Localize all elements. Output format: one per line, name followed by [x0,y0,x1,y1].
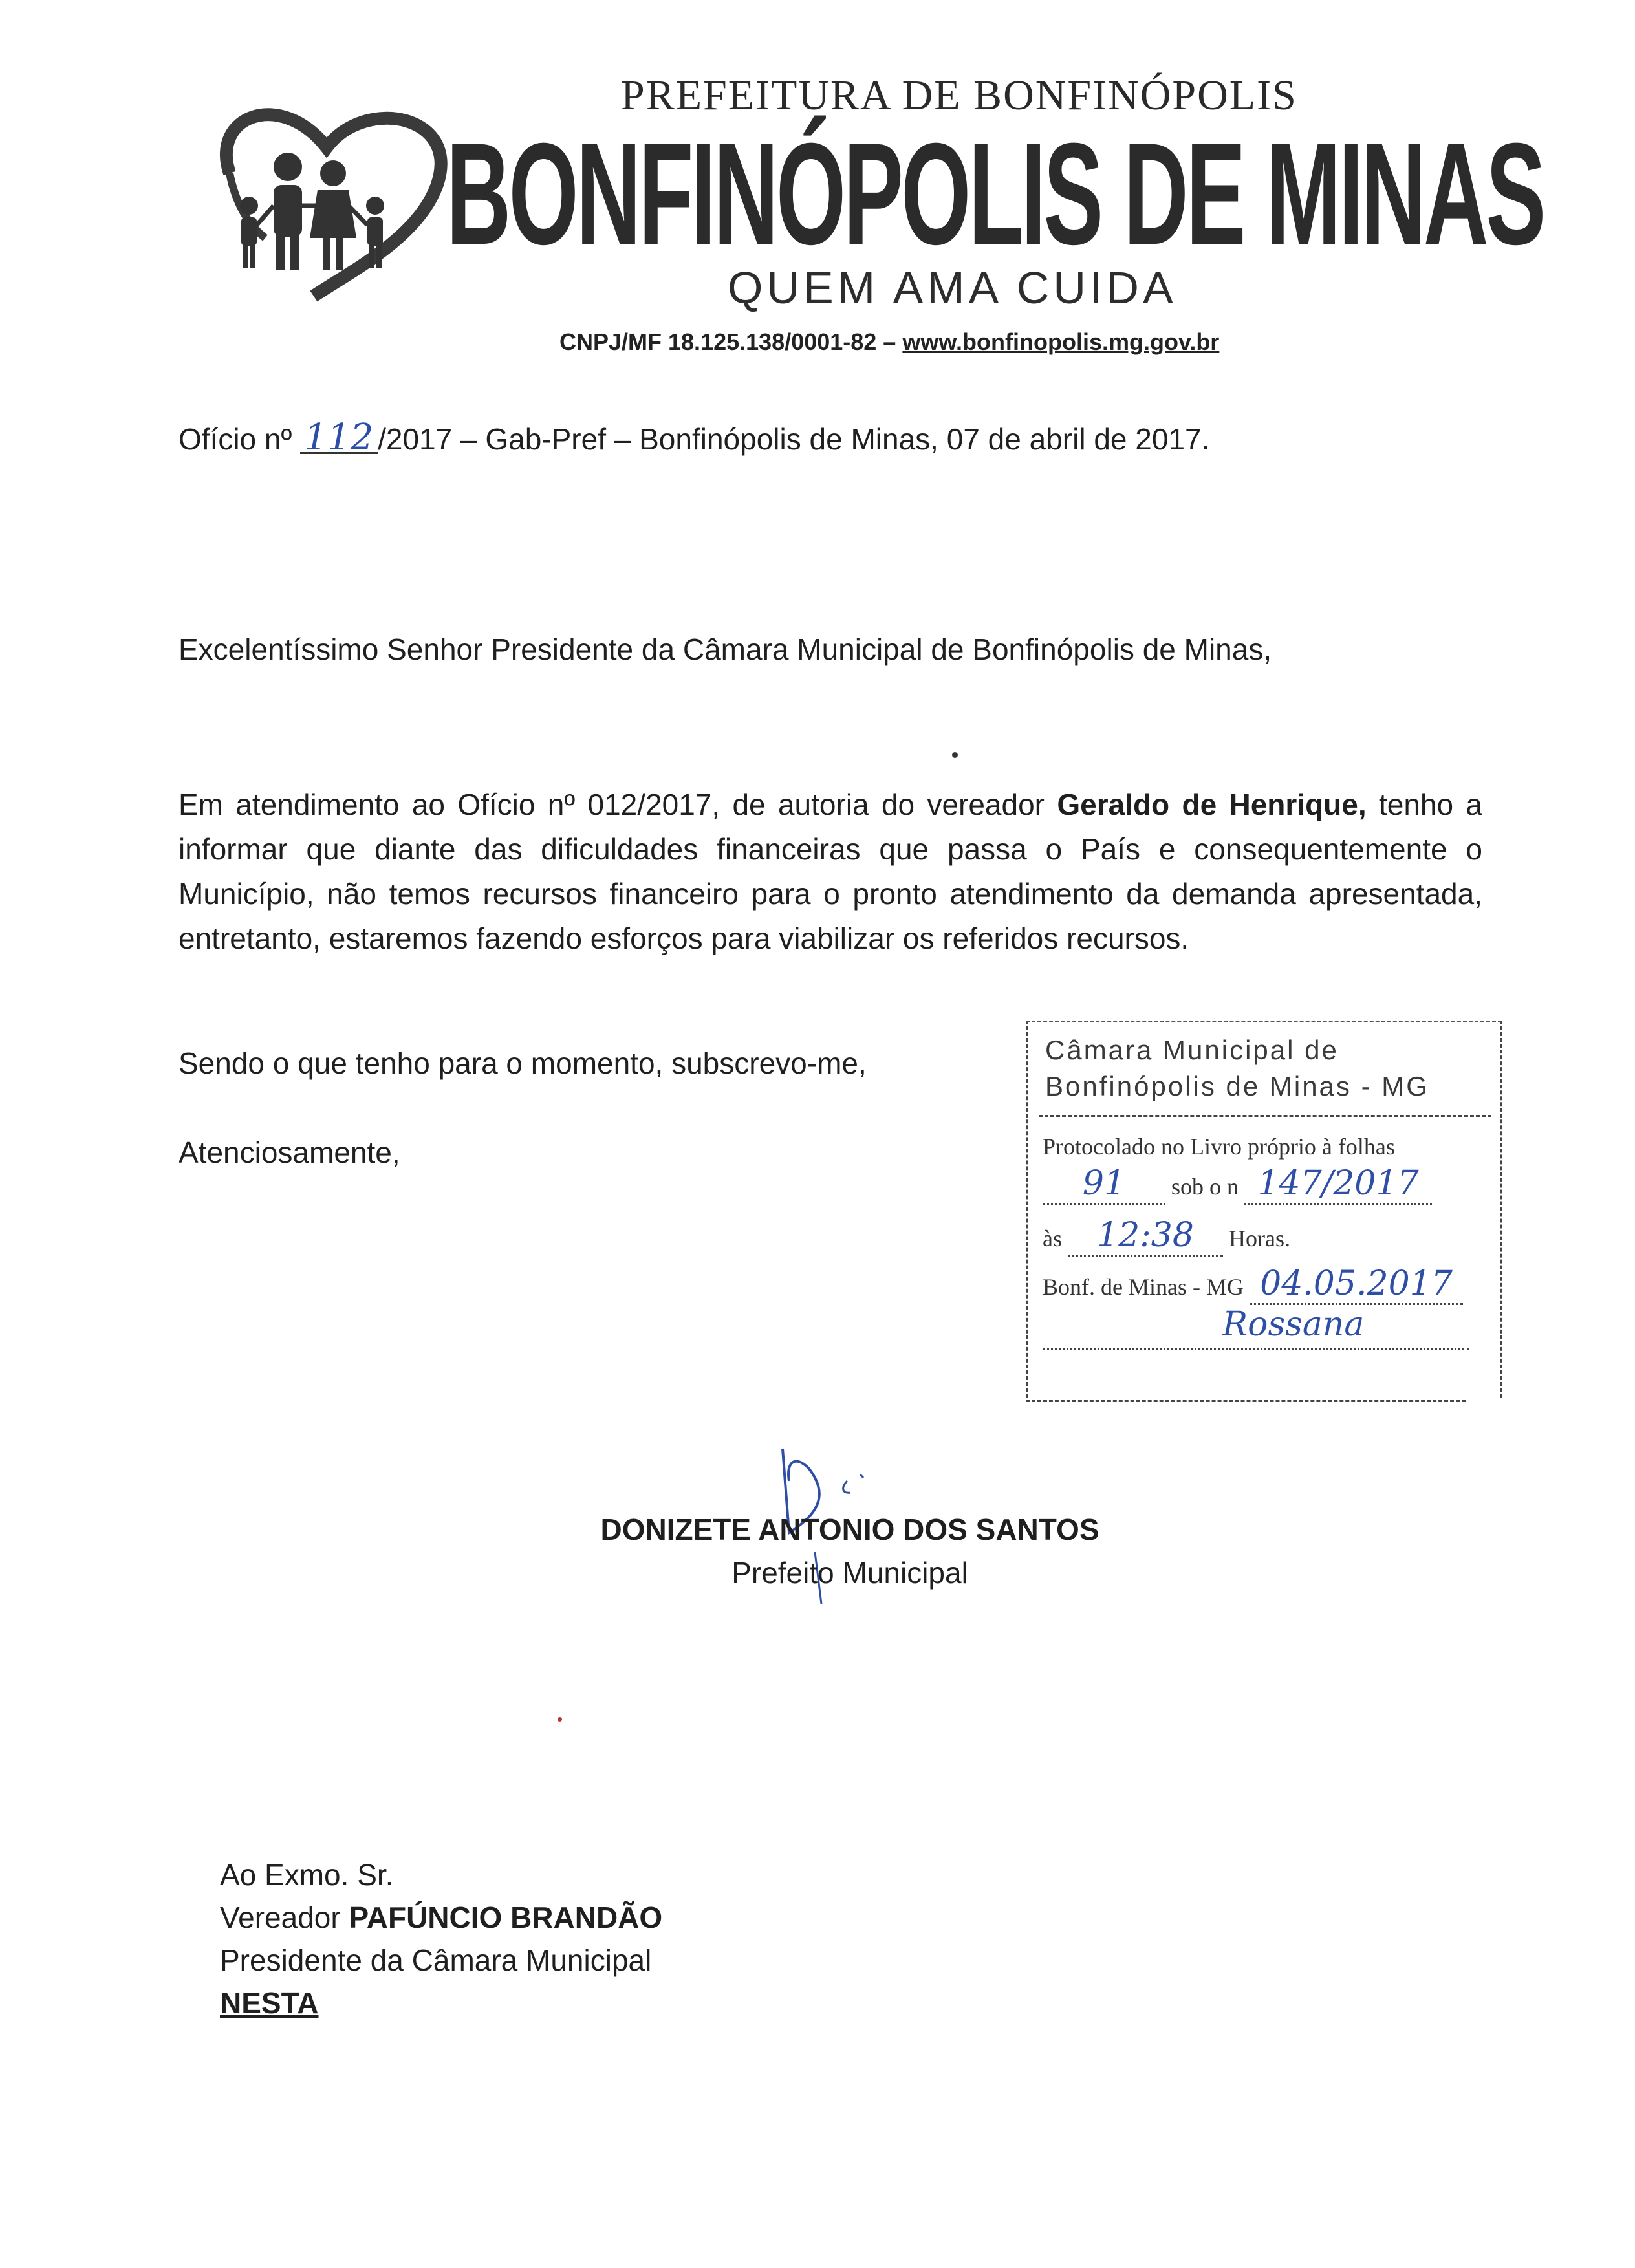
stamp-protocol-line: Protocolado no Livro próprio à folhas [1043,1134,1395,1160]
stamp-date: 04.05.2017 [1250,1264,1463,1305]
oficio-suffix: /2017 – Gab-Pref – Bonfinópolis de Minas, 07 de abril de 2017. [378,422,1210,456]
stamp-number-line [1043,1164,1432,1205]
paragraph-body: tenho a informar que diante das dificuldades financeiras que passa o País e consequentemente o Município, não temos recursos financeiro para o pronto atendimento da demanda apresentada, entretanto, estaremos fazendo esforços para viabilizar os referidos recursos. [179,788,1482,955]
addressee-position: Presidente da Câmara Municipal [220,1943,652,1977]
stamp-as-label: às [1043,1226,1062,1251]
addressee-location: NESTA [220,1986,319,2020]
oficio-prefix: Ofício nº [179,422,292,456]
stamp-date-line [1043,1264,1463,1305]
stamp-time-line [1043,1216,1290,1257]
addressee-greeting: Ao Exmo. Sr. [220,1858,394,1892]
main-paragraph [179,783,1482,961]
oficio-handwritten-number: 112 [300,424,378,454]
stamp-border-bottom [1026,1400,1466,1402]
stamp-horas-label: Horas. [1229,1226,1290,1251]
stamp-date-label: Bonf. de Minas - MG [1043,1274,1244,1300]
stamp-sob-label: sob o n [1171,1174,1239,1200]
stamp-clerk-signature: Rossana [1222,1305,1365,1344]
closing-line: Sendo o que tenho para o momento, subscrevo-me, [179,1046,867,1080]
stamp-folhas: 91 [1043,1164,1165,1205]
city-banner-title: BONFINÓPOLIS DE MINAS [446,113,1544,275]
stamp-divider [1039,1115,1491,1117]
oficio-reference-line [179,416,1210,459]
website-link[interactable]: www.bonfinopolis.mg.gov.br [902,329,1220,355]
cnpj-line [559,329,1219,356]
paragraph-intro: Em atendimento ao Ofício nº 012/2017, de autoria do vereador [179,788,1045,821]
stamp-signature-rule [1043,1348,1469,1350]
slogan: QUEM AMA CUIDA [728,263,1177,313]
municipal-logo-family-heart [204,76,462,309]
scan-speck [558,1717,562,1722]
sign-off: Atenciosamente, [179,1136,400,1169]
scan-speck [952,752,958,758]
cnpj-text: CNPJ/MF 18.125.138/0001-82 – [559,329,896,355]
addressee-name-line [220,1900,662,1935]
salutation: Excelentíssimo Senhor Presidente da Câmara Municipal de Bonfinópolis de Minas, [179,632,1272,666]
councilman-name: Geraldo de Henrique, [1057,788,1367,821]
addressee-name: PAFÚNCIO BRANDÃO [349,1901,663,1934]
signatory-name: DONIZETE ANTONIO DOS SANTOS [600,1513,1099,1546]
prefeitura-heading: PREFEITURA DE BONFINÓPOLIS [621,72,1297,119]
addressee-role: Vereador [220,1901,341,1934]
signatory-title: Prefeito Municipal [731,1556,968,1590]
stamp-title: Câmara Municipal de Bonfinópolis de Minas - MG [1045,1035,1429,1101]
stamp-time: 12:38 [1068,1216,1223,1257]
stamp-protocol-number: 147/2017 [1244,1164,1432,1205]
